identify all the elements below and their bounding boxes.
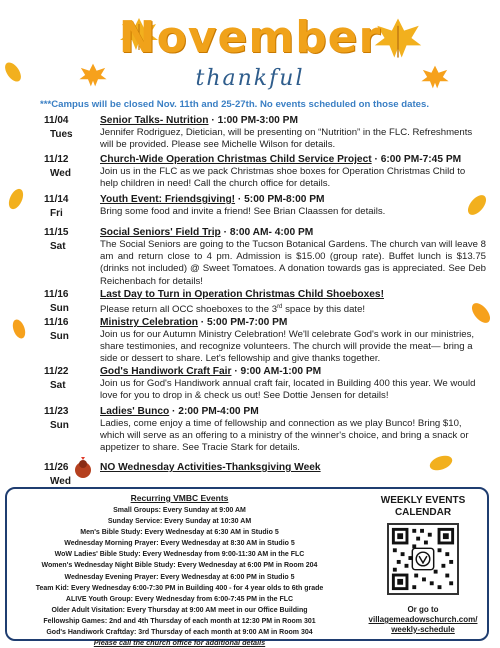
event-date: 11/26 Wed	[44, 462, 71, 487]
list-item: Wednesday Morning Prayer: Every Wednesday at 8:30 AM in Studio 5	[64, 540, 295, 548]
list-item: Women's Wednesday Night Bible Study: Every Wednesday at 6:00 PM in Room 204	[41, 562, 318, 570]
event-time: 2:00 PM-4:00 PM	[178, 406, 259, 417]
list-item: Wednesday Evening Prayer: Every Wednesday at 6:00 PM in Studio 5	[64, 573, 295, 581]
event-date: 11/04 Tues	[44, 115, 73, 140]
recurring-footer: Please call the church office for additional details	[93, 638, 266, 648]
list-item: Older Adult Visitation: Every Thursday at 9:00 AM meet in our Office Building	[51, 606, 308, 614]
event-title: Ladies' Bunco	[100, 406, 170, 417]
event-title: Youth Event: Friendsgiving!	[100, 194, 236, 205]
event-description: Jennifer Rodriguez, Dietician, will be presenting on “Nutrition” in the FLC. Refreshments will be provided. Please see Michelle Wilson for details.	[100, 127, 473, 151]
list-item: Sunday Service: Every Sunday at 10:30 AM	[107, 518, 252, 526]
weekly-calendar-heading: WEEKLY EVENTS CALENDAR	[380, 495, 466, 518]
page-subtitle: thankful	[195, 66, 305, 91]
event-title: God's Handiwork Craft Fair	[100, 366, 232, 377]
event-time: 1:00 PM-3:00 PM	[217, 115, 298, 126]
page-title: November	[118, 12, 382, 63]
event-description: Please return all OCC shoeboxes to the 3rd space by this date!	[100, 304, 366, 316]
event-title: Church-Wide Operation Christmas Child Service Project	[100, 154, 372, 165]
event-title: Senior Talks- Nutrition	[100, 115, 209, 126]
list-item: WoW Ladies' Bible Study: Every Wednesday from 9:00-11:30 AM in the FLC	[54, 551, 305, 559]
event-date: 11/12 Wed	[44, 154, 71, 179]
schedule-link-block: Or go to villagemeadowschurch.com/ weekly-schedule	[359, 605, 487, 635]
event-description: Join us for God's Handiwork annual craft fair, located in Building 400 this year. We would love for you to drop in & check us out! See Dottie Jensen for details!	[100, 378, 476, 402]
list-item: God's Handiwork Craftday: 3rd Thursday of each month at 9:00 AM in Room 304	[46, 629, 313, 637]
event-time: 9:00 AM-1:00 PM	[240, 366, 322, 377]
event-description: Ladies, come enjoy a time of fellowship and connection as we play Bunco! Bring $10, which will serve as an offering to a ministry of the winner's choice, and bring a snack or appetizer to share. See Tracie Stark for details.	[100, 418, 469, 454]
event-date: 11/22 Sat	[44, 366, 69, 391]
event-date: 11/15 Sat	[44, 227, 69, 252]
event-title: NO Wednesday Activities-Thanksgiving Week	[100, 462, 321, 473]
list-item: Small Groups: Every Sunday at 9:00 AM	[113, 507, 246, 514]
event-description: Bring some food and invite a friend! See Brian Claassen for details.	[100, 206, 386, 217]
event-description: The Social Seniors are going to the Tucson Botanical Gardens. The church van will leave 8 am and return close to 4 pm. Admission is $15.00 (group rate). Buffet lunch is $13.75 (drinks not included) @ Sweet Tomatoes. A donation towards gas is appreciated. See Deb Reichenbach for details!	[100, 239, 486, 287]
event-date: 11/23 Sun	[44, 406, 69, 431]
event-title: Ministry Celebration	[100, 317, 198, 328]
schedule-link[interactable]: villagemeadowschurch.com/	[368, 615, 478, 624]
recurring-title: Recurring VMBC Events	[130, 493, 229, 503]
recurring-events-box	[5, 487, 489, 648]
event-title: Social Seniors' Field Trip	[100, 227, 221, 238]
event-time: 6:00 PM-7:45 PM	[380, 154, 462, 165]
autumn-leaf-icon	[4, 186, 28, 212]
qr-code-icon[interactable]	[387, 523, 459, 595]
event-date: 11/16 Sun	[44, 317, 69, 342]
event-date: 11/14 Fri	[44, 194, 69, 219]
event-date: 11/16 Sun	[44, 289, 69, 314]
list-item: Men's Bible Study: Every Wednesday at 6:30 AM in Studio 5	[80, 529, 279, 537]
recurring-list	[7, 505, 352, 648]
list-item: ALIVE Youth Group: Every Wednesday from 6:00-7:45 PM in the FLC	[65, 595, 294, 603]
event-time: 5:00 PM-7:00 PM	[207, 317, 288, 328]
closure-notice: ***Campus will be closed Nov. 11th and 25-27th. No events scheduled on those dates.	[40, 99, 430, 110]
event-description: Join us in the FLC as we pack Christmas shoe boxes for Operation Christmas Child to help children in need! Call the church office for details.	[100, 166, 466, 190]
event-time: 8:00 AM- 4:00 PM	[229, 227, 314, 238]
schedule-link-cont[interactable]: weekly-schedule	[391, 625, 455, 634]
autumn-leaf-icon	[8, 316, 30, 342]
event-title: Last Day to Turn in Operation Christmas Child Shoeboxes!	[100, 289, 384, 300]
event-time: 5:00 PM-8:00 PM	[244, 194, 325, 205]
event-description: Join us for our Autumn Ministry Celebration! We'll celebrate God's work in our ministries, share testimonies, and recognize volunteers. The church will provide the meat— bring a side or dessert to share. Let's fellowship and give thanks together.	[100, 329, 475, 365]
list-item: Team Kid: Every Wednesday 6:00-7:30 PM in Building 400 - for 4 year olds to 6th grade	[35, 584, 324, 592]
list-item: Fellowship Games: 2nd and 4th Thursday of each month at 12:30 PM in Room 301	[43, 617, 316, 625]
